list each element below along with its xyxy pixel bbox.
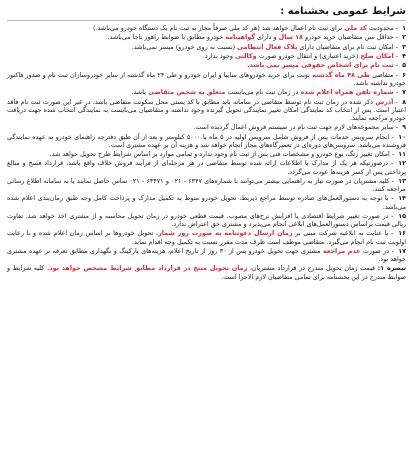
term-highlight: ثبت نام برای اشخاص حقوقی میسر نمی باشد.: [247, 61, 394, 70]
note-label: تبصره ۱:: [377, 264, 407, 273]
term-text: امکان ثبت نام برای متقاضیان دارای: [297, 42, 394, 51]
term-separator: -: [388, 229, 397, 238]
term-text: ، تحویل خودروها بر اساس زمان اعلام شده و با رعایت اولویت ثبت نام انجام می‌گیرد. متقاضی موظف است ظرف مدت مقرر نسبت به تکمیل وجه اقدام نماید.: [7, 229, 406, 246]
term-number: ۱۰: [398, 132, 406, 141]
term-separator: -: [393, 33, 401, 42]
term-text: وجود ندارد.: [202, 52, 236, 61]
terms-list: [7, 24, 406, 263]
term-separator: -: [393, 123, 401, 132]
term-item: [7, 194, 406, 210]
term-text: نوبت برای خرید خودروهای سایپا و ایران خودرو و طی ۲۴ ماه گذشته از سایر خودروسازان ثبت نام و صدور فاکتور خودرو نداشته باشد.: [7, 70, 406, 87]
term-item: [7, 24, 406, 32]
term-text: در صورت تغییر شرایط اقتصادی یا افزایش نرخ‌های مصوب، قیمت قطعی خودرو در زمان تحویل محاسبه و از مشتری اخذ خواهد شد. تفاوت ریالی قیمت براساس دستورالعمل‌های ابلاغی انجام می‌پذیرد و مشتری حق اعتراض ندارد.: [7, 211, 406, 229]
term-number: ۱: [402, 24, 406, 32]
term-text: ذکر شده در زمان ثبت نام توسط متقاضی در سامانه باید مطابق با کد پستی محل سکونت متقاضی باشد، در غیر این صورت ثبت نام فاقد اعتبار است. پس از انتخاب کد نمایندگی امکان تغییر نمایندگی تحویل گیرنده وجود نداشته و متقاضیان می‌بایست به نمایندگی انتخاب شده جهت دریافت خودرو مراجعه نمایند.: [7, 97, 406, 122]
term-number: ۱۵: [398, 211, 406, 220]
term-item: [7, 150, 406, 158]
term-number: ۱۷: [398, 246, 406, 255]
term-text: (نسبت به روی خودرو) میسر نمی‌باشد.: [131, 42, 238, 51]
term-text: مشتری جهت تحویل خودرو پس از ۳۰ روز از تاریخ اعلام، هزینه‌های پارکینگ و نگهداری مطابق تعرفه بر عهده مشتری خواهد بود.: [7, 246, 406, 264]
term-item: [7, 71, 406, 87]
term-highlight: شماره تلفن همراه اعلام شده: [300, 88, 394, 97]
term-number: ۶: [402, 70, 406, 79]
term-text: با توجه به دستورالعمل‌های صادره توسط مراجع ذیربط، تحویل خودرو منوط به تکمیل مدارک و پرداخت کامل وجه طبق زمان‌بندی اعلام شده می‌باشد.: [7, 194, 406, 211]
term-number: ۱۶: [398, 229, 406, 238]
term-item: [7, 123, 406, 131]
term-number: ۴: [402, 52, 406, 61]
term-text: سایر مجموعه‌های لازم جهت ثبت نام در سیستم فروش اعمال گردیده است.: [193, 123, 394, 132]
term-item: [7, 33, 406, 41]
term-separator: -: [389, 150, 397, 159]
term-text: (خرید اعتباری) و انتقال خودرو صورت: [256, 52, 361, 61]
term-text: امکان تغییر رنگ، نوع خودرو و مشخصات فنی پس از ثبت نام وجود ندارد و تمامی موارد بر اساس شرایط طرح تحویل خواهد شد.: [49, 150, 390, 159]
term-separator: -: [393, 61, 401, 70]
term-text: با عنایت به ابلاغیه شرکت مبنی بر: [292, 229, 389, 238]
term-separator: -: [388, 211, 397, 220]
term-text: برای ثبت نام اعمال خواهد شد (هر کد ملی صرفاً مجاز به ثبت نام یک دستگاه خودرو می‌باشد.): [92, 24, 345, 32]
term-item: [7, 229, 406, 245]
term-highlight: ۱۸ سال: [278, 33, 303, 42]
term-text: و دارای: [255, 33, 279, 42]
term-text: خودرو مطابق با ضوابط راهور ناجا می‌باشد.: [107, 33, 226, 42]
term-highlight: پلاک فعال انتظامی: [237, 42, 298, 51]
term-highlight: عدم مراجعه: [322, 246, 361, 255]
term-separator: -: [389, 132, 397, 141]
title-bar: [7, 6, 406, 21]
term-text: در صورت: [360, 246, 390, 255]
term-number: ۹: [402, 123, 406, 132]
term-text: انجام سرویس خدمات پس از فروش شامل سرویس اولیه در ۵ ماه یا ۵۰۰۰ کیلومتر و بعد از آن طبق دفترچه راهنمای خودرو به عهده نمایندگی فروشنده می‌باشد. سرویس‌های دوره‌ای در تعمیرگاه‌های مجاز انجام خواهد شد و هزینه آن بر عهده مشتری است.: [7, 132, 406, 149]
note-paragraph: [7, 264, 406, 280]
term-separator: -: [388, 159, 397, 168]
term-number: ۲: [402, 33, 406, 42]
term-number: ۱۲: [398, 159, 406, 168]
term-text: حداقل سن متقاضیان خرید خودرو: [302, 33, 394, 42]
term-highlight: آدرس: [375, 97, 394, 106]
term-separator: -: [389, 176, 397, 185]
term-item: [7, 61, 406, 69]
term-highlight: متعلق به شخص متقاضی: [148, 88, 226, 97]
term-item: [7, 52, 406, 60]
term-highlight: طی ۴۸ ماه گذشته: [312, 70, 370, 79]
term-item: [7, 247, 406, 263]
term-number: ۱۴: [398, 194, 406, 203]
term-separator: -: [388, 194, 397, 203]
term-separator: -: [393, 70, 401, 79]
term-number: ۸: [402, 97, 407, 106]
term-number: ۵: [402, 61, 406, 70]
term-highlight: گواهینامه: [225, 33, 255, 42]
term-item: [7, 43, 406, 51]
term-number: ۷: [402, 88, 406, 97]
term-highlight: امکان صلح: [360, 52, 394, 61]
term-item: [7, 133, 406, 149]
term-separator: -: [393, 52, 401, 61]
term-text: کلیه مشتریان در صورت نیاز به راهنمایی بیشتر می‌توانند با شماره‌های ۶۳۴۷ - ۰۲۱ و ۶۳۴۷۱ - ۰۲۱ تماس حاصل نمایند یا به سامانه اطلاع رسانی مراجعه کنند.: [7, 176, 406, 194]
page-title: شرایط عمومی بخشنامه :: [280, 6, 406, 17]
term-separator: -: [389, 246, 397, 255]
term-item: [7, 88, 406, 96]
term-item: [7, 98, 406, 122]
term-text: متقاضی: [369, 70, 394, 79]
note-post: کلیه شرایط و ضوابط مندرج در این بخشنامه برای تمامی متقاضیان لازم الاجرا است.: [7, 264, 406, 281]
term-number: ۱۱: [398, 150, 406, 159]
note-text: قیمت زمان تحویل مندرج در قرارداد مشتریان،: [247, 264, 376, 273]
term-text: محدودیت: [366, 24, 394, 32]
term-separator: -: [393, 97, 401, 106]
term-highlight: زمان ارسال دعوتنامه به صورت روز شمار: [158, 229, 293, 238]
term-number: ۳: [402, 42, 406, 51]
term-item: [7, 212, 406, 228]
term-separator: -: [393, 24, 401, 32]
term-separator: -: [393, 88, 401, 97]
term-separator: -: [393, 42, 401, 51]
term-text: در زمان ثبت نام می‌بایست: [225, 88, 301, 97]
term-highlight: وکالتی: [235, 52, 257, 61]
term-item: [7, 159, 406, 175]
note-highlight: زمان تحویل منتج در قرارداد مطابق شرایط مشخص خواهد بود.: [46, 264, 248, 273]
term-text: درصورتیکه هر یک از مدارک یا اطلاعات ارائه شده توسط متقاضی در هر مرحله‌ای از فرآیند فروش خلاف واقع باشد، قرارداد فسخ و مبالغ پرداختی پس از کسر هزینه‌ها عودت می‌گردد.: [7, 159, 406, 176]
term-item: [7, 177, 406, 193]
term-highlight: کد ملی: [344, 24, 367, 32]
term-number: ۱۳: [398, 176, 407, 185]
term-text: باشد.: [131, 88, 149, 97]
